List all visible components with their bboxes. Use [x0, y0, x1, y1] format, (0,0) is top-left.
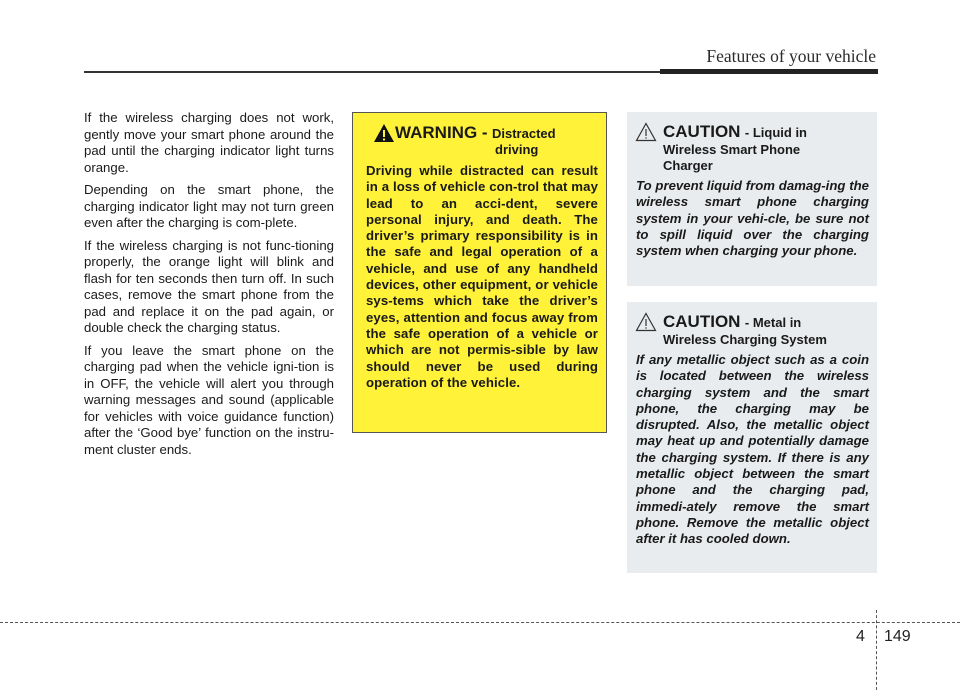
warning-body: Driving while distracted can result in a loss of vehicle con-trol that may lead to an acci-dent, severe personal injury, and death. The driver’s primary responsibility is in the safe and legal operation of a vehicle, and use of any handheld devices, other equipment, or vehicle sys-tems which take the driver’s eyes, attention and focus away from the safe operation of a vehicle or which are not permis-sible by law should never be used during operation of the vehicle. [366, 163, 598, 390]
caution-subtitle-line2: Wireless Smart Phone [663, 142, 801, 157]
caution-triangle-icon [635, 122, 657, 142]
body-text-column [84, 110, 334, 464]
footer-divider [876, 610, 877, 690]
caution-triangle-icon [635, 312, 657, 332]
section-title: Features of your vehicle [706, 46, 876, 66]
caution-body: If any metallic object such as a coin is located between the wireless charging system and the smart phone, the charging may be disrupted. Also, the metallic object may heat up and potentially damage the charging system. If there is any metallic object between the smart phone and the charging pad, immedi-ately remove the smart phone. Remove the metallic object after it has cooled down. [636, 352, 869, 547]
body-paragraph: Depending on the smart phone, the charging indicator light may not turn green even after the charging is com-plete. [84, 182, 334, 230]
warning-header [353, 113, 606, 157]
warning-label: WARNING - [395, 123, 488, 142]
body-paragraph: If you leave the smart phone on the charging pad when the vehicle igni-tion is in OFF, the vehicle will alert you through warning messages and sound (applicable for vehicles with voice guidance function) after the ‘Good bye’ function on the instru-ment cluster ends. [84, 342, 334, 457]
caution-header [627, 302, 877, 348]
body-paragraph: If the wireless charging does not work, gently move your smart phone around the pad until the charging indicator light turns orange. [84, 110, 334, 175]
caution-subtitle-line3: Charger [663, 158, 713, 173]
footer-rule [0, 622, 960, 623]
page-number: 149 [884, 628, 911, 645]
warning-box [352, 112, 607, 433]
caution-subtitle-line2: Wireless Charging System [663, 332, 827, 347]
chapter-number: 4 [856, 628, 865, 645]
header-rule-accent [660, 69, 878, 74]
caution-subtitle: - Liquid in [744, 125, 807, 140]
body-paragraph: If the wireless charging is not func-tioning properly, the orange light will blink and flash for ten seconds then turn off. In such cases, remove the smart phone from the pad and replace it on the pad again, or double check the charging status. [84, 237, 334, 335]
caution-box-liquid [627, 112, 877, 286]
header-rule [84, 71, 660, 73]
warning-subtitle: Distracted [492, 126, 556, 141]
caution-label: CAUTION [663, 122, 741, 141]
caution-body: To prevent liquid from damag-ing the wireless smart phone charging system in your vehi-cle, be sure not to spill liquid over the charging system when charging your phone. [636, 178, 869, 259]
warning-triangle-icon [373, 123, 395, 143]
caution-subtitle: - Metal in [744, 315, 802, 330]
caution-box-metal [627, 302, 877, 573]
caution-label: CAUTION [663, 312, 741, 331]
caution-header [627, 112, 877, 174]
warning-subtitle-line2: driving [495, 142, 539, 157]
